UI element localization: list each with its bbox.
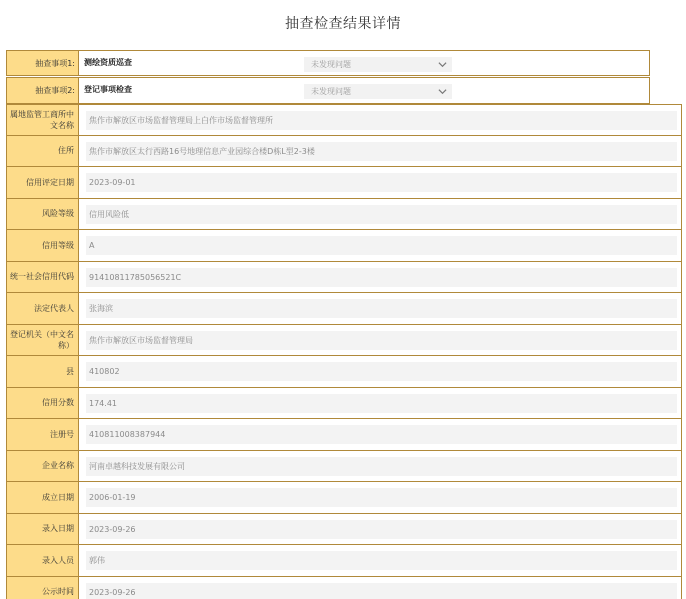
detail-label: 属地监管工商所中文名称 xyxy=(7,105,79,135)
detail-value: 91410811785056521C xyxy=(86,268,677,287)
detail-row xyxy=(7,199,681,231)
detail-value: 174.41 xyxy=(86,394,677,413)
check-item-name: 测绘资质巡查 xyxy=(84,58,132,67)
detail-row xyxy=(7,577,681,599)
detail-label: 信用评定日期 xyxy=(7,167,79,198)
detail-value: 焦作市解放区市场监督管理局 xyxy=(86,331,677,350)
detail-row xyxy=(7,262,681,294)
detail-label: 录入人员 xyxy=(7,545,79,576)
detail-label: 县 xyxy=(7,356,79,387)
detail-label: 统一社会信用代码 xyxy=(7,262,79,293)
detail-value: 信用风险低 xyxy=(86,205,677,224)
detail-value: A xyxy=(86,236,677,255)
detail-row xyxy=(7,325,681,357)
detail-value: 郭伟 xyxy=(86,551,677,570)
detail-value: 张海滨 xyxy=(86,299,677,318)
page-title: 抽查检查结果详情 xyxy=(285,16,401,32)
detail-table xyxy=(6,104,682,599)
check-item-row-2 xyxy=(6,77,650,104)
detail-label: 企业名称 xyxy=(7,451,79,482)
check-result-select[interactable] xyxy=(304,84,452,99)
check-result-value: 未发现问题 xyxy=(311,60,351,69)
detail-row xyxy=(7,419,681,451)
detail-label: 录入日期 xyxy=(7,514,79,545)
detail-row xyxy=(7,167,681,199)
check-item-label: 抽查事项2: xyxy=(7,78,79,103)
detail-row xyxy=(7,545,681,577)
detail-row xyxy=(7,293,681,325)
detail-row xyxy=(7,451,681,483)
check-result-value: 未发现问题 xyxy=(311,87,351,96)
detail-label: 信用等级 xyxy=(7,230,79,261)
check-item-name: 登记事项检查 xyxy=(84,85,132,94)
detail-label: 住所 xyxy=(7,136,79,167)
check-item-label: 抽查事项1: xyxy=(7,51,79,75)
chevron-down-icon xyxy=(438,60,447,69)
detail-row xyxy=(7,230,681,262)
detail-label: 信用分数 xyxy=(7,388,79,419)
detail-row xyxy=(7,136,681,168)
detail-label: 法定代表人 xyxy=(7,293,79,324)
detail-value: 410802 xyxy=(86,362,677,381)
detail-label: 登记机关（中文名称） xyxy=(7,325,79,356)
detail-row xyxy=(7,482,681,514)
detail-value: 410811008387944 xyxy=(86,425,677,444)
detail-row xyxy=(7,104,681,136)
detail-label: 成立日期 xyxy=(7,482,79,513)
detail-value: 焦作市解放区太行西路16号地理信息产业园综合楼D栋L型2-3楼 xyxy=(86,142,677,161)
chevron-down-icon xyxy=(438,87,447,96)
check-item-row-1 xyxy=(6,50,650,76)
detail-value: 焦作市解放区市场监督管理局上白作市场监督管理所 xyxy=(86,111,677,130)
detail-label: 公示时间 xyxy=(7,577,79,599)
detail-value: 2023-09-26 xyxy=(86,583,677,599)
detail-value: 2023-09-26 xyxy=(86,520,677,539)
detail-value: 2023-09-01 xyxy=(86,173,677,192)
detail-value: 2006-01-19 xyxy=(86,488,677,507)
detail-label: 注册号 xyxy=(7,419,79,450)
check-result-select[interactable] xyxy=(304,57,452,72)
detail-row xyxy=(7,514,681,546)
detail-row xyxy=(7,388,681,420)
detail-row xyxy=(7,356,681,388)
detail-value: 河南卓越科技发展有限公司 xyxy=(86,457,677,476)
detail-label: 风险等级 xyxy=(7,199,79,230)
